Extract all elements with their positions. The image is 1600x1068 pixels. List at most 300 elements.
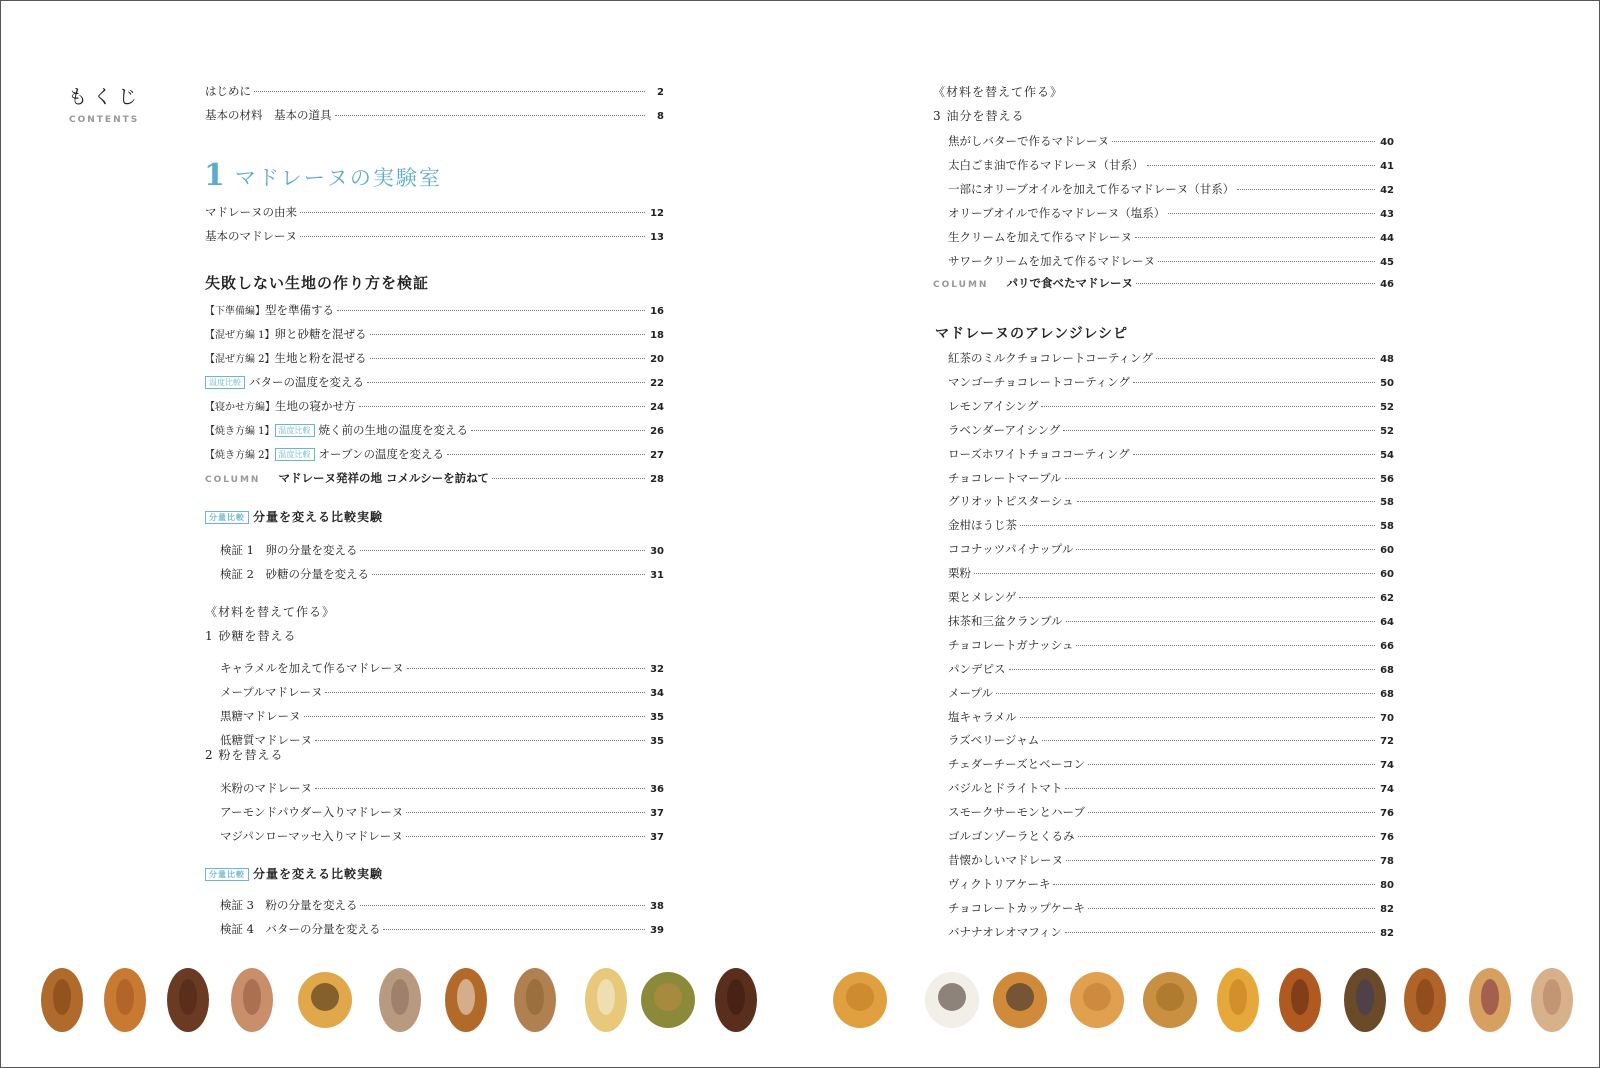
leader-dots <box>359 406 646 407</box>
toc-entry-bracket: 【混ぜ方編 2】 <box>205 354 275 365</box>
leader-dots <box>996 693 1375 694</box>
toc-entry-text: 一部にオリーブオイルを加えて作るマドレーヌ（甘系） <box>948 182 1235 196</box>
toc-entry-text: チョコレートカップケーキ <box>948 900 1085 915</box>
toc-entry[interactable] <box>948 541 1394 557</box>
toc-entry-label <box>948 637 1073 653</box>
toc-entry[interactable] <box>948 732 1394 748</box>
toc-entry[interactable] <box>948 804 1394 820</box>
leader-dots <box>406 812 645 813</box>
toc-entry-label <box>205 374 364 390</box>
leader-dots <box>315 740 645 741</box>
section-number: 1 <box>204 158 225 193</box>
page-number: 52 <box>1380 425 1394 437</box>
toc-entry-label <box>948 804 1085 820</box>
toc-entry-bracket: 【焼き方編 2】 <box>205 450 275 461</box>
leader-dots <box>360 905 645 906</box>
leader-dots <box>1065 478 1375 479</box>
page-number: 35 <box>650 712 664 723</box>
toc-entry-label <box>948 709 1017 725</box>
madeleine-photo <box>1279 968 1321 1032</box>
page-number: 74 <box>1380 784 1394 796</box>
leader-dots <box>367 382 645 383</box>
toc-entry-text: 生クリームを加えて作るマドレーヌ <box>948 230 1132 244</box>
toc-entry-text: 生地と粉を混ぜる <box>274 351 367 365</box>
toc-entry-label <box>205 107 332 123</box>
toc-entry[interactable] <box>205 228 664 244</box>
toc-entry-text: 検証 2 砂糖の分量を変える <box>220 567 369 581</box>
page-number: 20 <box>650 354 664 365</box>
page-number: 48 <box>1380 354 1394 365</box>
madeleine-photo <box>925 972 979 1028</box>
leader-dots <box>372 574 645 575</box>
toc-entry-text: 栗粉 <box>948 566 971 581</box>
madeleine-photo <box>715 968 757 1032</box>
toc-entry[interactable] <box>948 374 1394 390</box>
toc-entry[interactable] <box>220 684 664 700</box>
toc-entry-text: ラベンダーアイシング <box>948 422 1061 437</box>
toc-entry-text: 基本の材料 基本の道具 <box>205 108 332 122</box>
toc-entry-text: 検証 3 粉の分量を変える <box>220 898 358 912</box>
toc-entry-label <box>948 422 1060 438</box>
compare-tag: 分量比較 <box>205 511 249 524</box>
page-number: 43 <box>1380 209 1394 220</box>
page-number: 72 <box>1380 736 1394 748</box>
leader-dots <box>471 430 645 431</box>
toc-entry-text: 焼く前の生地の温度を変える <box>318 423 469 437</box>
toc-entry-text: アーモンドパウダー入りマドレーヌ <box>220 805 404 819</box>
toc-entry-label <box>948 446 1130 462</box>
compare-tag: 分量比較 <box>205 868 249 881</box>
toc-entry[interactable] <box>948 157 1394 173</box>
page-number: 37 <box>650 808 664 819</box>
toc-entry-label <box>948 685 993 701</box>
madeleine-photo <box>1143 972 1197 1028</box>
compare1-title: 分量を変える比較実験 <box>253 510 384 524</box>
leader-dots <box>370 358 645 359</box>
toc-entry-text: スモークサーモンとハーブ <box>948 805 1085 820</box>
toc-entry[interactable] <box>220 921 664 937</box>
madeleine-photo <box>1404 968 1446 1032</box>
toc-entry-text: 型を準備する <box>265 303 334 317</box>
toc-entry-text: 塩キャラメル <box>948 709 1017 724</box>
toc-entry-label <box>205 422 468 440</box>
madeleine-photo <box>1469 968 1511 1032</box>
toc-entry-text: ココナッツパイナップル <box>948 542 1074 557</box>
page-number: 76 <box>1380 832 1394 843</box>
toc-entry-label <box>948 541 1073 557</box>
leader-dots <box>1066 860 1375 861</box>
page-number: 24 <box>650 402 664 413</box>
toc-entry[interactable] <box>948 350 1394 366</box>
madeleine-photo <box>514 968 556 1032</box>
madeleine-photo <box>833 972 887 1028</box>
toc-entry-label <box>948 205 1165 221</box>
page-number: 18 <box>650 330 664 341</box>
toc-entry-tag: 温度比較 <box>205 376 245 389</box>
toc-entry-label <box>948 133 1109 149</box>
page-number: 38 <box>650 901 664 912</box>
page-number: 28 <box>650 474 664 485</box>
page-number: 2 <box>657 87 664 98</box>
madeleine-photo <box>41 968 83 1032</box>
toc-entry[interactable] <box>948 924 1394 940</box>
toc-entry[interactable] <box>948 685 1394 701</box>
toc-entry[interactable] <box>948 446 1394 462</box>
toc-entry-text: チョコレートガナッシュ <box>948 637 1074 652</box>
toc-entry-label <box>948 589 1016 605</box>
compare1-heading <box>205 508 383 525</box>
leader-dots <box>1147 165 1376 166</box>
toc-entry-label <box>205 204 297 220</box>
toc-entry-label <box>205 326 367 344</box>
leader-dots <box>1065 932 1375 933</box>
toc-entry-label <box>948 661 1006 677</box>
toc-entry-label <box>948 924 1062 940</box>
toc-entry-label <box>205 350 367 368</box>
toc-entry[interactable] <box>933 275 1394 291</box>
page-number: 27 <box>650 450 664 461</box>
leader-dots <box>1237 189 1375 190</box>
madeleine-photo <box>1070 972 1124 1028</box>
toc-entry-label <box>220 684 322 700</box>
toc-entry-label <box>205 302 334 320</box>
replace-heading-left: 《材料を替えて作る》 <box>205 605 336 619</box>
replace-heading-right: 《材料を替えて作る》 <box>933 85 1064 99</box>
toc-entry-label <box>948 852 1063 868</box>
toc-entry-text: 卵と砂糖を混ぜる <box>274 327 367 341</box>
toc-entry[interactable] <box>205 470 664 486</box>
madeleine-photo <box>298 972 352 1028</box>
toc-title: もくじ <box>68 86 144 108</box>
page-number: 34 <box>650 688 664 699</box>
toc-entry-label <box>948 181 1234 197</box>
toc-entry-text: ラズベリージャム <box>948 733 1040 748</box>
toc-entry[interactable] <box>205 350 664 366</box>
toc-entry[interactable] <box>220 897 664 913</box>
section-title: マドレーヌの実験室 <box>234 166 442 190</box>
leader-dots <box>383 929 645 930</box>
toc-entry[interactable] <box>205 107 664 123</box>
toc-entry-text: ヴィクトリアケーキ <box>948 876 1051 891</box>
leader-dots <box>315 788 645 789</box>
page-number: 82 <box>1380 903 1394 915</box>
madeleine-photo <box>379 968 421 1032</box>
page-number: 68 <box>1380 664 1394 676</box>
leader-dots <box>1042 740 1375 741</box>
madeleine-photo <box>993 972 1047 1028</box>
toc-entry-text: オーブンの温度を変える <box>318 447 445 461</box>
toc-entry[interactable] <box>948 780 1394 796</box>
page-number: 60 <box>1380 569 1394 581</box>
leader-dots <box>370 334 645 335</box>
toc-entry[interactable] <box>948 470 1394 486</box>
leader-dots <box>337 310 645 311</box>
toc-entry[interactable] <box>948 637 1394 653</box>
toc-entry[interactable] <box>205 446 664 462</box>
toc-entry[interactable] <box>220 542 664 558</box>
toc-entry[interactable] <box>205 83 664 99</box>
toc-entry-label <box>948 398 1038 414</box>
page-number: 42 <box>1380 185 1394 196</box>
toc-entry-text: マドレーヌ発祥の地 コメルシーを訪ねて <box>278 471 489 485</box>
toc-entry-text: マジパンローマッセ入りマドレーヌ <box>220 829 403 843</box>
leader-dots <box>1158 261 1375 262</box>
page-number: 54 <box>1380 449 1394 461</box>
page-number: 39 <box>650 925 664 936</box>
toc-entry[interactable] <box>220 566 664 582</box>
toc-entry-label <box>948 780 1062 796</box>
madeleine-photo <box>104 968 146 1032</box>
page-number: 16 <box>650 306 664 317</box>
toc-entry-label <box>933 275 1133 293</box>
toc-entry[interactable] <box>948 565 1394 581</box>
toc-entry[interactable] <box>205 398 664 414</box>
toc-entry-label <box>205 446 444 464</box>
toc-entry[interactable] <box>205 374 664 390</box>
toc-entry-bracket: 【寝かせ方編】 <box>205 402 275 413</box>
leader-dots <box>1133 382 1375 383</box>
toc-entry-tag: 温度比較 <box>275 424 315 437</box>
toc-entry-text: チェダーチーズとベーコン <box>948 757 1086 772</box>
toc-entry-label <box>220 566 369 582</box>
toc-entry[interactable] <box>948 589 1394 605</box>
leader-dots <box>406 836 645 837</box>
toc-entry[interactable] <box>948 613 1394 629</box>
oil-heading: 3 油分を替える <box>933 109 1025 123</box>
toc-entry[interactable] <box>220 660 664 676</box>
toc-entry-text: キャラメルを加えて作るマドレーヌ <box>220 661 404 675</box>
toc-entry[interactable] <box>948 253 1394 269</box>
leader-dots <box>1078 836 1376 837</box>
toc-entry-label <box>220 660 404 676</box>
toc-entry-text: バナナオレオマフィン <box>948 924 1062 939</box>
leader-dots <box>360 550 645 551</box>
toc-entry-label <box>948 517 1017 533</box>
toc-entry-text: マドレーヌの由来 <box>205 205 297 219</box>
page-number: 22 <box>650 378 664 389</box>
leader-dots <box>447 454 645 455</box>
toc-entry-text: 栗とメレンゲ <box>948 590 1017 604</box>
leader-dots <box>1009 669 1376 670</box>
toc-entry-label <box>205 398 356 416</box>
toc-entry-text: レモンアイシング <box>948 398 1039 413</box>
toc-entry[interactable] <box>948 422 1394 438</box>
madeleine-photos <box>0 955 1600 1045</box>
toc-entry[interactable] <box>948 205 1394 221</box>
leader-dots <box>1135 237 1375 238</box>
page-number: 74 <box>1380 760 1394 772</box>
toc-entry-text: パリで食べたマドレーヌ <box>1006 276 1133 290</box>
toc-entry-text: 紅茶のミルクチョコレートコーティング <box>948 351 1153 365</box>
toc-entry-text: ローズホワイトチョココーティング <box>948 446 1130 461</box>
arrange-heading: マドレーヌのアレンジレシピ <box>935 326 1129 342</box>
leader-dots <box>1136 283 1375 284</box>
leader-dots <box>1019 597 1375 598</box>
leader-dots <box>304 716 646 717</box>
toc-entry[interactable] <box>948 493 1394 509</box>
leader-dots <box>1041 406 1375 407</box>
page-number: 70 <box>1380 712 1394 724</box>
toc-entry-label <box>948 876 1050 892</box>
toc-entry[interactable] <box>948 661 1394 677</box>
toc-entry-bracket: 【下準備編】 <box>205 306 265 317</box>
leader-dots <box>1088 764 1375 765</box>
toc-entry-text: 検証 1 卵の分量を変える <box>220 543 358 557</box>
leader-dots <box>335 115 646 116</box>
leader-dots <box>974 573 1375 574</box>
page-number: 35 <box>650 736 664 747</box>
page-number: 32 <box>650 664 664 675</box>
toc-entry-bracket: 【焼き方編 1】 <box>205 426 275 437</box>
leader-dots <box>1020 717 1375 718</box>
toc-entry-text: 基本のマドレーヌ <box>205 229 297 243</box>
toc-entry-label <box>948 374 1130 390</box>
page-number: 52 <box>1380 401 1394 413</box>
page-number: 80 <box>1380 879 1394 891</box>
toc-entry-text: 抹茶和三盆クランブル <box>948 613 1063 628</box>
toc-entry-label <box>220 897 357 913</box>
toc-entry-label <box>220 804 403 820</box>
leader-dots <box>1088 908 1375 909</box>
toc-entry[interactable] <box>948 229 1394 245</box>
toc-entry-label <box>948 253 1155 269</box>
madeleine-photo-strip <box>0 955 1600 1045</box>
toc-entry-label <box>948 470 1062 486</box>
toc-entry-label <box>948 613 1063 629</box>
toc-entry[interactable] <box>948 900 1394 916</box>
leader-dots <box>1077 501 1375 502</box>
compare2-title: 分量を変える比較実験 <box>253 867 384 881</box>
page-number: 62 <box>1380 593 1394 604</box>
page-number: 40 <box>1380 137 1394 148</box>
toc-entry[interactable] <box>220 732 664 748</box>
toc-entry-label <box>220 828 403 844</box>
page-number: 46 <box>1380 279 1394 290</box>
page-number: 44 <box>1380 233 1394 244</box>
toc-entry[interactable] <box>948 181 1394 197</box>
toc-entry-label <box>948 229 1132 245</box>
page-number: 64 <box>1380 616 1394 628</box>
toc-entry-text: はじめに <box>205 84 251 98</box>
toc-entry[interactable] <box>948 828 1394 844</box>
madeleine-photo <box>1344 968 1386 1032</box>
toc-entry[interactable] <box>220 828 664 844</box>
page-number: 56 <box>1380 473 1394 485</box>
toc-entry-text: チョコレートマーブル <box>948 470 1062 485</box>
toc-entry-text: バターの温度を変える <box>249 375 364 389</box>
toc-entry-text: 昔懐かしいマドレーヌ <box>948 852 1063 867</box>
page-number: 58 <box>1380 521 1394 533</box>
page-number: 82 <box>1380 927 1394 939</box>
page-number: 31 <box>650 570 664 581</box>
toc-entry[interactable] <box>205 422 664 438</box>
leader-dots <box>1088 812 1375 813</box>
leader-dots <box>254 91 645 92</box>
leader-dots <box>1076 645 1375 646</box>
madeleine-photo <box>585 968 627 1032</box>
leader-dots <box>1076 549 1375 550</box>
toc-entry[interactable] <box>948 398 1394 414</box>
leader-dots <box>407 668 645 669</box>
leader-dots <box>1053 884 1375 885</box>
toc-entry[interactable] <box>948 517 1394 533</box>
madeleine-photo <box>167 968 209 1032</box>
madeleine-photo <box>445 968 487 1032</box>
leader-dots <box>1112 141 1375 142</box>
toc-entry-text: マンゴーチョコレートコーティング <box>948 374 1131 389</box>
madeleine-photo <box>231 968 273 1032</box>
toc-entry-label <box>205 228 297 244</box>
leader-dots <box>325 692 645 693</box>
toc-entry[interactable] <box>220 780 664 796</box>
toc-entry[interactable] <box>948 876 1394 892</box>
page-number: 58 <box>1380 497 1394 509</box>
toc-entry-label <box>948 493 1074 509</box>
toc-entry-bracket: 【混ぜ方編 1】 <box>205 330 275 341</box>
madeleine-photo <box>1531 968 1573 1032</box>
toc-entry-label <box>205 83 251 99</box>
toc-entry[interactable] <box>205 302 664 318</box>
toc-entry-text: メープルマドレーヌ <box>220 685 323 699</box>
leader-dots <box>1168 213 1375 214</box>
toc-entry-label <box>948 900 1085 916</box>
leader-dots <box>1156 358 1375 359</box>
toc-entry-text: 黒糖マドレーヌ <box>220 709 301 723</box>
toc-entry-text: 低糖質マドレーヌ <box>220 733 312 747</box>
page-number: 60 <box>1380 545 1394 557</box>
toc-entry-label <box>220 708 301 724</box>
page-number: 13 <box>650 232 664 243</box>
toc-entry[interactable] <box>220 708 664 724</box>
heading-fail: 失敗しない生地の作り方を検証 <box>205 274 430 292</box>
toc-entry-text: メープル <box>948 685 993 700</box>
leader-dots <box>1020 525 1375 526</box>
toc-entry[interactable] <box>948 756 1394 772</box>
toc-entry-label <box>220 780 312 796</box>
toc-entry-text: 生地の寝かせ方 <box>275 399 356 413</box>
page-number: 50 <box>1380 377 1394 389</box>
toc-entry[interactable] <box>948 133 1394 149</box>
toc-entry[interactable] <box>205 326 664 342</box>
page-number: 30 <box>650 546 664 557</box>
toc-entry-text: 焦がしバターで作るマドレーヌ <box>948 134 1109 148</box>
toc-entry[interactable] <box>948 709 1394 725</box>
flour-heading: 2 粉を替える <box>205 748 284 762</box>
leader-dots <box>300 236 645 237</box>
toc-entry[interactable] <box>220 804 664 820</box>
page-number: 41 <box>1380 161 1394 172</box>
toc-entry-label <box>220 542 357 558</box>
toc-subtitle: CONTENTS <box>69 115 140 125</box>
toc-entry-label <box>948 350 1153 366</box>
leader-dots <box>300 212 645 213</box>
toc-entry-label <box>948 565 971 581</box>
toc-entry[interactable] <box>205 204 664 220</box>
toc-entry-text: グリオットピスターシュ <box>948 494 1074 509</box>
leader-dots <box>492 478 645 479</box>
page-number: 37 <box>650 832 664 843</box>
toc-entry[interactable] <box>948 852 1394 868</box>
leader-dots <box>1066 621 1375 622</box>
toc-entry-label <box>948 828 1075 844</box>
compare2-heading <box>205 865 383 882</box>
toc-entry-text: オリーブオイルで作るマドレーヌ（塩系） <box>948 206 1166 220</box>
page-number: 12 <box>650 208 664 219</box>
toc-entry-tag: 温度比較 <box>275 448 315 461</box>
column-label: COLUMN <box>205 475 261 485</box>
page-number: 76 <box>1380 808 1394 820</box>
toc-entry-label <box>948 756 1085 772</box>
